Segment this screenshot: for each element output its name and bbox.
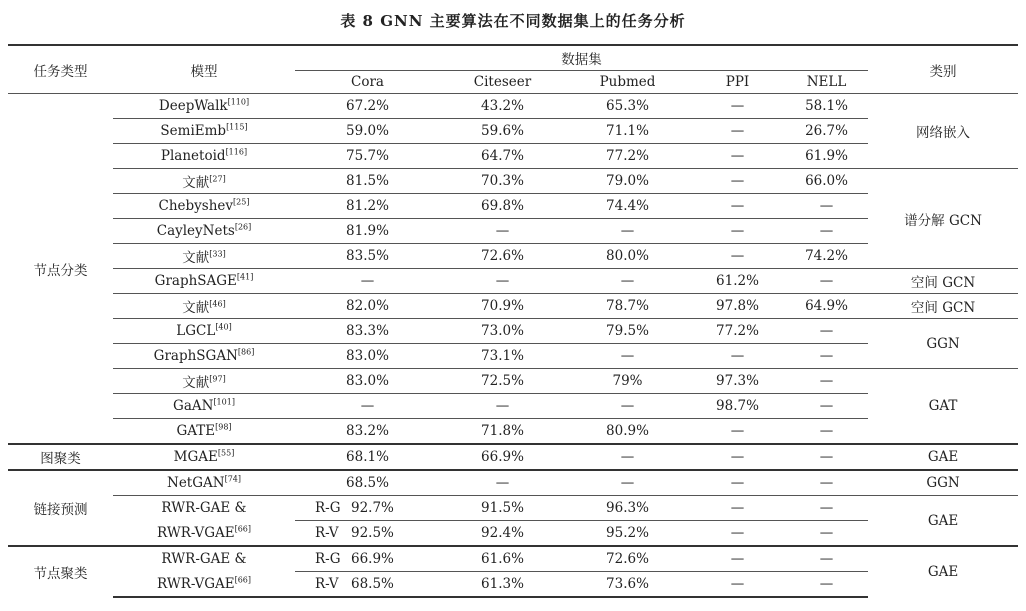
citation-ref: [25] bbox=[233, 197, 250, 207]
category-cell: GGN bbox=[868, 470, 1018, 496]
model-name: CayleyNets bbox=[156, 223, 235, 239]
header-model: 模型 bbox=[113, 45, 295, 94]
table-row bbox=[8, 219, 1018, 244]
value-cell: — bbox=[785, 319, 868, 344]
model-name: GATE bbox=[176, 423, 216, 439]
value-cell: — bbox=[785, 521, 868, 547]
value-cell: 70.3% bbox=[440, 169, 565, 194]
citation-ref: [27] bbox=[209, 174, 226, 184]
model-cell bbox=[113, 319, 295, 344]
model-name: RWR-VGAE bbox=[156, 524, 235, 541]
citation-ref: [115] bbox=[226, 122, 248, 132]
value-cell: — bbox=[785, 444, 868, 470]
value-cell: 82.0% bbox=[295, 294, 440, 319]
value-cell: 64.7% bbox=[440, 144, 565, 169]
value-cell: 83.2% bbox=[295, 419, 440, 445]
value-cell: — bbox=[690, 119, 785, 144]
value-cell: 77.2% bbox=[565, 144, 690, 169]
results-table bbox=[8, 44, 1018, 598]
value-cell: — bbox=[565, 344, 690, 369]
value-cell: — bbox=[565, 394, 690, 419]
value-cell: 98.7% bbox=[690, 394, 785, 419]
value-text: 92.5% bbox=[351, 525, 394, 541]
value-cell: 72.6% bbox=[565, 546, 690, 572]
value-cell: 92.4% bbox=[440, 521, 565, 547]
citation-ref: [110] bbox=[227, 97, 250, 107]
table-caption: 表 8 GNN 主要算法在不同数据集上的任务分析 bbox=[340, 12, 686, 30]
header-col-citeseer: Citeseer bbox=[440, 71, 565, 94]
table-row bbox=[8, 444, 1018, 470]
citation-ref: [66] bbox=[234, 575, 252, 585]
value-cell: 68.1% bbox=[295, 444, 440, 470]
row-prefix-label: R-G bbox=[315, 500, 341, 516]
table-row bbox=[8, 572, 1018, 598]
model-name: RWR-VGAE bbox=[156, 575, 235, 592]
table-row bbox=[8, 344, 1018, 369]
row-prefix-label: R-V bbox=[315, 525, 339, 541]
value-cell: 59.6% bbox=[440, 119, 565, 144]
header-col-cora: Cora bbox=[295, 71, 440, 94]
value-cell: 64.9% bbox=[785, 294, 868, 319]
row-prefix-label: R-V bbox=[315, 576, 339, 592]
value-cell: 67.2% bbox=[295, 94, 440, 119]
model-cell bbox=[113, 169, 295, 194]
value-cell: — bbox=[440, 394, 565, 419]
table-row bbox=[8, 369, 1018, 394]
value-cell: 95.2% bbox=[565, 521, 690, 547]
model-cell bbox=[113, 496, 295, 521]
value-cell: — bbox=[690, 470, 785, 496]
value-cell: 65.3% bbox=[565, 94, 690, 119]
value-cell: 58.1% bbox=[785, 94, 868, 119]
header-task-type: 任务类型 bbox=[8, 45, 113, 94]
value-cell: 79% bbox=[565, 369, 690, 394]
model-cell bbox=[113, 444, 295, 470]
value-cell: 26.7% bbox=[785, 119, 868, 144]
value-cell: 43.2% bbox=[440, 94, 565, 119]
row-prefix-label: R-G bbox=[315, 551, 341, 567]
table-row bbox=[8, 496, 1018, 521]
value-cell: — bbox=[565, 269, 690, 294]
model-name: RWR-GAE & bbox=[161, 500, 247, 517]
header-col-ppi: PPI bbox=[690, 71, 785, 94]
value-cell: — bbox=[440, 219, 565, 244]
value-cell: 72.5% bbox=[440, 369, 565, 394]
citation-ref: [66] bbox=[234, 524, 252, 534]
value-cell bbox=[295, 521, 440, 547]
value-cell: 70.9% bbox=[440, 294, 565, 319]
citation-ref: [40] bbox=[215, 322, 232, 332]
citation-ref: [55] bbox=[217, 448, 235, 458]
value-cell: — bbox=[690, 219, 785, 244]
table-row bbox=[8, 269, 1018, 294]
value-cell: — bbox=[690, 546, 785, 572]
value-cell bbox=[295, 572, 440, 598]
table-row bbox=[8, 419, 1018, 445]
model-name: RWR-GAE & bbox=[161, 551, 247, 568]
value-cell bbox=[295, 496, 440, 521]
value-cell: 81.2% bbox=[295, 194, 440, 219]
model-name: GraphSAGE bbox=[154, 273, 237, 289]
value-cell: — bbox=[690, 144, 785, 169]
table-row bbox=[8, 394, 1018, 419]
value-cell: 61.2% bbox=[690, 269, 785, 294]
value-cell: — bbox=[785, 194, 868, 219]
value-cell: — bbox=[785, 394, 868, 419]
citation-ref: [46] bbox=[209, 299, 226, 309]
value-cell: 61.6% bbox=[440, 546, 565, 572]
model-name: GraphSGAN bbox=[153, 348, 238, 364]
value-cell: 73.6% bbox=[565, 572, 690, 598]
table-row bbox=[8, 169, 1018, 194]
value-cell: — bbox=[785, 546, 868, 572]
model-cell bbox=[113, 546, 295, 572]
model-name: Planetoid bbox=[160, 148, 226, 164]
citation-ref: [116] bbox=[225, 147, 248, 157]
value-cell: — bbox=[565, 444, 690, 470]
value-cell bbox=[295, 546, 440, 572]
value-cell: — bbox=[785, 369, 868, 394]
task-type-cell: 图聚类 bbox=[8, 444, 113, 470]
model-cell bbox=[113, 244, 295, 269]
table-row bbox=[8, 294, 1018, 319]
value-cell: — bbox=[785, 419, 868, 445]
value-cell: 68.5% bbox=[295, 470, 440, 496]
value-cell: 79.0% bbox=[565, 169, 690, 194]
value-cell: — bbox=[440, 269, 565, 294]
category-cell: GAT bbox=[868, 369, 1018, 445]
table-body bbox=[8, 94, 1018, 598]
value-cell: 79.5% bbox=[565, 319, 690, 344]
value-cell: 80.0% bbox=[565, 244, 690, 269]
model-cell bbox=[113, 369, 295, 394]
model-cell bbox=[113, 294, 295, 319]
value-cell: 69.8% bbox=[440, 194, 565, 219]
model-name: NetGAN bbox=[167, 475, 225, 491]
value-cell: 71.1% bbox=[565, 119, 690, 144]
model-cell bbox=[113, 194, 295, 219]
value-text: 92.7% bbox=[351, 500, 394, 516]
value-cell: — bbox=[785, 344, 868, 369]
citation-ref: [74] bbox=[224, 474, 241, 484]
table-row bbox=[8, 244, 1018, 269]
value-cell: 78.7% bbox=[565, 294, 690, 319]
model-name: Chebyshev bbox=[158, 198, 234, 214]
model-name: 文献 bbox=[182, 250, 210, 266]
value-text: 68.5% bbox=[351, 576, 394, 592]
value-cell: 97.8% bbox=[690, 294, 785, 319]
header-datasets: 数据集 bbox=[295, 45, 868, 71]
citation-ref: [41] bbox=[236, 272, 254, 282]
value-cell: 83.5% bbox=[295, 244, 440, 269]
task-type-cell: 链接预测 bbox=[8, 470, 113, 546]
value-cell: — bbox=[785, 572, 868, 598]
category-cell: 网络嵌入 bbox=[868, 94, 1018, 169]
value-cell: — bbox=[785, 496, 868, 521]
value-cell: — bbox=[440, 470, 565, 496]
model-name: LGCL bbox=[176, 323, 216, 339]
value-cell: 75.7% bbox=[295, 144, 440, 169]
task-type-cell: 节点分类 bbox=[8, 94, 113, 445]
value-text: 66.9% bbox=[351, 551, 394, 567]
category-cell: GAE bbox=[868, 444, 1018, 470]
value-cell: 81.9% bbox=[295, 219, 440, 244]
model-cell bbox=[113, 394, 295, 419]
header-col-nell: NELL bbox=[785, 71, 868, 94]
model-cell bbox=[113, 94, 295, 119]
value-cell: 96.3% bbox=[565, 496, 690, 521]
model-name: MGAE bbox=[173, 449, 218, 465]
model-cell bbox=[113, 572, 295, 598]
value-cell: 83.0% bbox=[295, 369, 440, 394]
value-cell: — bbox=[690, 169, 785, 194]
value-cell: 71.8% bbox=[440, 419, 565, 445]
value-cell: 83.0% bbox=[295, 344, 440, 369]
table-row bbox=[8, 194, 1018, 219]
value-cell: 83.3% bbox=[295, 319, 440, 344]
value-cell: 81.5% bbox=[295, 169, 440, 194]
category-cell: 空间 GCN bbox=[868, 294, 1018, 319]
value-cell: — bbox=[690, 444, 785, 470]
model-cell bbox=[113, 419, 295, 445]
value-cell: — bbox=[690, 521, 785, 547]
value-cell: 59.0% bbox=[295, 119, 440, 144]
citation-ref: [98] bbox=[215, 422, 232, 432]
value-cell: 97.3% bbox=[690, 369, 785, 394]
value-cell: — bbox=[295, 394, 440, 419]
value-cell: 80.9% bbox=[565, 419, 690, 445]
header-category: 类别 bbox=[868, 45, 1018, 94]
model-cell bbox=[113, 470, 295, 496]
model-name: 文献 bbox=[182, 375, 210, 391]
value-cell: — bbox=[690, 244, 785, 269]
table-row bbox=[8, 319, 1018, 344]
model-cell bbox=[113, 269, 295, 294]
category-cell: GGN bbox=[868, 319, 1018, 369]
value-cell: 77.2% bbox=[690, 319, 785, 344]
table-row bbox=[8, 119, 1018, 144]
value-cell: — bbox=[690, 419, 785, 445]
value-cell: 73.1% bbox=[440, 344, 565, 369]
table-row bbox=[8, 470, 1018, 496]
citation-ref: [101] bbox=[213, 397, 235, 407]
value-cell: — bbox=[785, 219, 868, 244]
model-cell bbox=[113, 119, 295, 144]
model-name: DeepWalk bbox=[158, 98, 228, 114]
model-name: GaAN bbox=[173, 398, 214, 414]
value-cell: — bbox=[690, 572, 785, 598]
model-cell bbox=[113, 521, 295, 547]
value-cell: — bbox=[690, 344, 785, 369]
table-row bbox=[8, 521, 1018, 547]
category-cell: GAE bbox=[868, 496, 1018, 547]
header-col-pubmed: Pubmed bbox=[565, 71, 690, 94]
value-cell: 61.3% bbox=[440, 572, 565, 598]
value-cell: — bbox=[690, 496, 785, 521]
value-cell: — bbox=[690, 94, 785, 119]
value-cell: 73.0% bbox=[440, 319, 565, 344]
category-cell: 谱分解 GCN bbox=[868, 169, 1018, 269]
task-type-cell: 节点聚类 bbox=[8, 546, 113, 597]
model-name: 文献 bbox=[182, 175, 210, 191]
table-row bbox=[8, 144, 1018, 169]
value-cell: — bbox=[785, 470, 868, 496]
citation-ref: [26] bbox=[234, 222, 252, 232]
table-row bbox=[8, 546, 1018, 572]
model-name: 文献 bbox=[182, 300, 210, 316]
category-cell: GAE bbox=[868, 546, 1018, 597]
value-cell: — bbox=[565, 219, 690, 244]
value-cell: 61.9% bbox=[785, 144, 868, 169]
value-cell: — bbox=[295, 269, 440, 294]
model-cell bbox=[113, 144, 295, 169]
value-cell: 66.9% bbox=[440, 444, 565, 470]
citation-ref: [97] bbox=[209, 374, 226, 384]
model-name: SemiEmb bbox=[160, 123, 227, 139]
table-row bbox=[8, 94, 1018, 119]
value-cell: — bbox=[565, 470, 690, 496]
value-cell: — bbox=[785, 269, 868, 294]
model-cell bbox=[113, 344, 295, 369]
value-cell: — bbox=[690, 194, 785, 219]
category-cell: 空间 GCN bbox=[868, 269, 1018, 294]
citation-ref: [86] bbox=[237, 347, 255, 357]
value-cell: 66.0% bbox=[785, 169, 868, 194]
value-cell: 72.6% bbox=[440, 244, 565, 269]
model-cell bbox=[113, 219, 295, 244]
value-cell: 74.4% bbox=[565, 194, 690, 219]
citation-ref: [33] bbox=[209, 249, 226, 259]
value-cell: 74.2% bbox=[785, 244, 868, 269]
value-cell: 91.5% bbox=[440, 496, 565, 521]
